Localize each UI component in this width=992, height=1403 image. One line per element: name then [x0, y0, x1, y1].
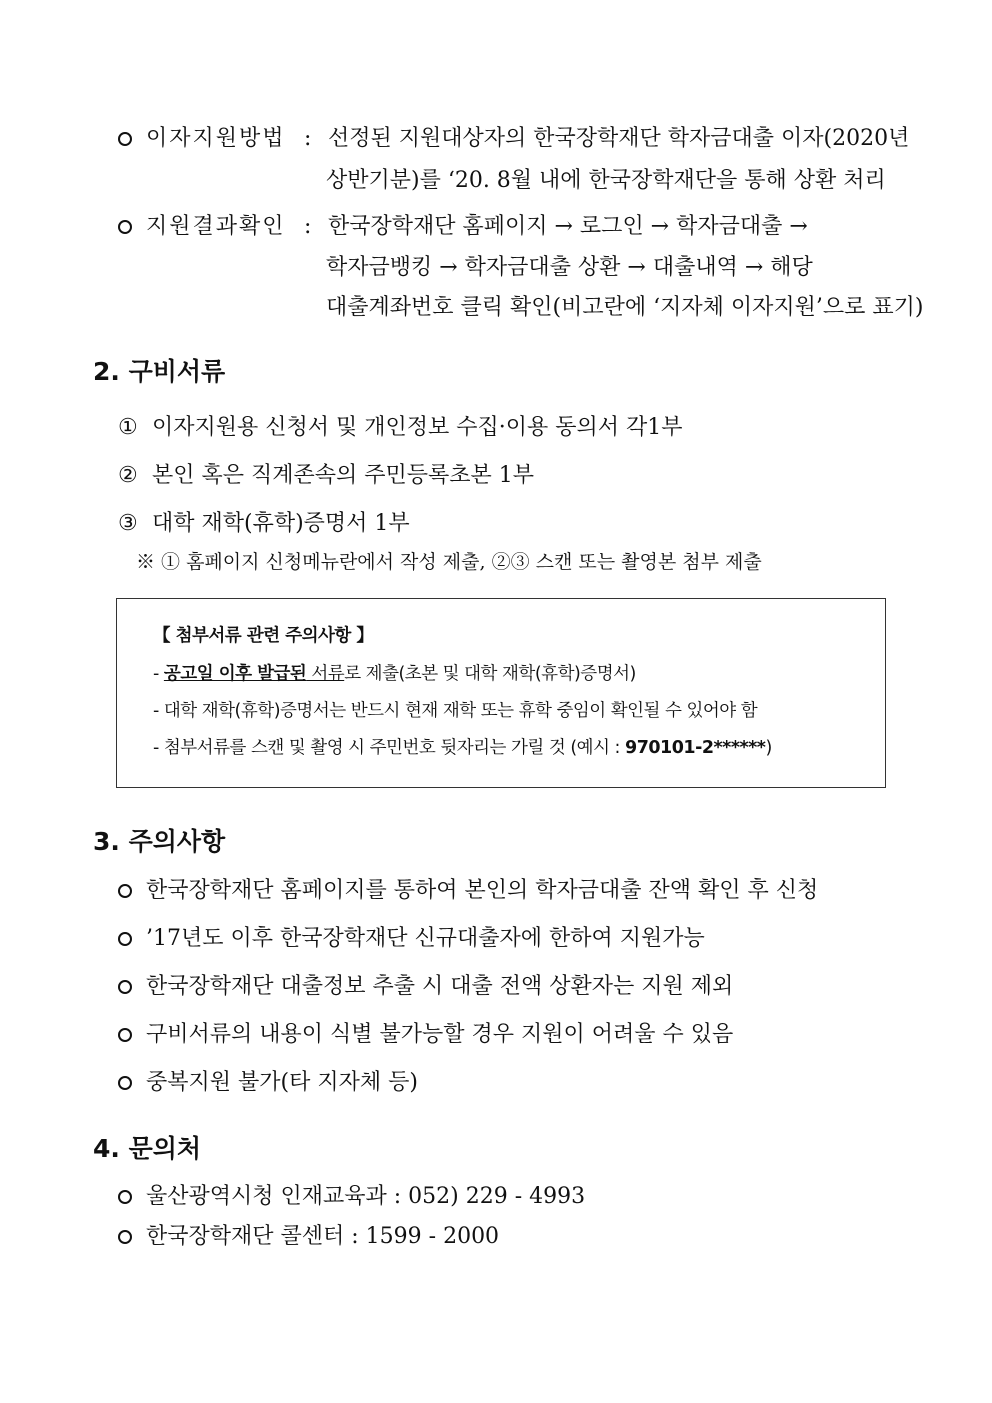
caution-line-2: - 대학 재학(휴학)증명서는 반드시 현재 재학 또는 휴학 중임이 확인될 수 있어야 함: [153, 701, 758, 721]
method-text-line2: 상반기분)를 ‘20. 8월 내에 한국장학재단을 통해 상환 처리: [326, 168, 886, 193]
section-heading-documents: 2. 구비서류: [93, 357, 226, 386]
result-text-line2: 학자금뱅킹 → 학자금대출 상환 → 대출내역 → 해당: [326, 255, 813, 280]
result-text-line1: 한국장학재단 홈페이지 → 로그인 → 학자금대출 →: [328, 214, 808, 239]
caution-item: 한국장학재단 홈페이지를 통하여 본인의 학자금대출 잔액 확인 후 신청: [118, 876, 818, 906]
circle-bullet-icon: [118, 220, 132, 234]
method-item: 이자지원방법 : 선정된 지원대상자의 한국장학재단 학자금대출 이자(2020년: [118, 124, 909, 154]
contact-item: 한국장학재단 콜센터 : 1599 - 2000: [118, 1222, 499, 1252]
circle-bullet-icon: [118, 1190, 132, 1204]
method-text-line1: 선정된 지원대상자의 한국장학재단 학자금대출 이자(2020년: [328, 126, 910, 151]
document-note: ※ ① 홈페이지 신청메뉴란에서 작성 제출, ②③ 스캔 또는 촬영본 첨부 제출: [136, 551, 762, 573]
result-text-line3: 대출계좌번호 클릭 확인(비고란에 ‘지자체 이자지원’으로 표기): [326, 295, 924, 320]
result-label: 지원결과확인: [146, 214, 286, 239]
result-item: 지원결과확인 : 한국장학재단 홈페이지 → 로그인 → 학자금대출 →: [118, 212, 808, 242]
circle-bullet-icon: [118, 884, 132, 898]
caution-item: 한국장학재단 대출정보 추출 시 대출 전액 상환자는 지원 제외: [118, 972, 733, 1002]
contact-item: 울산광역시청 인재교육과 : 052) 229 - 4993: [118, 1182, 585, 1212]
caution-item: 구비서류의 내용이 식별 불가능할 경우 지원이 어려울 수 있음: [118, 1020, 733, 1050]
circle-bullet-icon: [118, 1028, 132, 1042]
circle-bullet-icon: [118, 1230, 132, 1244]
caution-item: ’17년도 이후 한국장학재단 신규대출자에 한하여 지원가능: [118, 924, 705, 954]
section-heading-cautions: 3. 주의사항: [93, 827, 226, 856]
caution-box-title: 【 첨부서류 관련 주의사항 】: [153, 626, 374, 646]
caution-item: 중복지원 불가(타 지자체 등): [118, 1068, 418, 1098]
document-item: ① 이자지원용 신청서 및 개인정보 수집·이용 동의서 각1부: [118, 415, 683, 440]
section-heading-contact: 4. 문의처: [93, 1134, 202, 1163]
attachment-caution-box: [116, 598, 886, 788]
circle-bullet-icon: [118, 1076, 132, 1090]
caution-line-1: - 공고일 이후 발급된 서류로 제출(초본 및 대학 재학(휴학)증명서): [153, 664, 636, 684]
circle-bullet-icon: [118, 980, 132, 994]
caution-line-3: - 첨부서류를 스캔 및 촬영 시 주민번호 뒷자리는 가릴 것 (예시 : 970101-2******): [153, 738, 772, 758]
document-item: ③ 대학 재학(휴학)증명서 1부: [118, 511, 410, 536]
circle-bullet-icon: [118, 932, 132, 946]
document-item: ② 본인 혹은 직계존속의 주민등록초본 1부: [118, 463, 535, 488]
method-label: 이자지원방법: [146, 126, 286, 151]
circle-bullet-icon: [118, 132, 132, 146]
